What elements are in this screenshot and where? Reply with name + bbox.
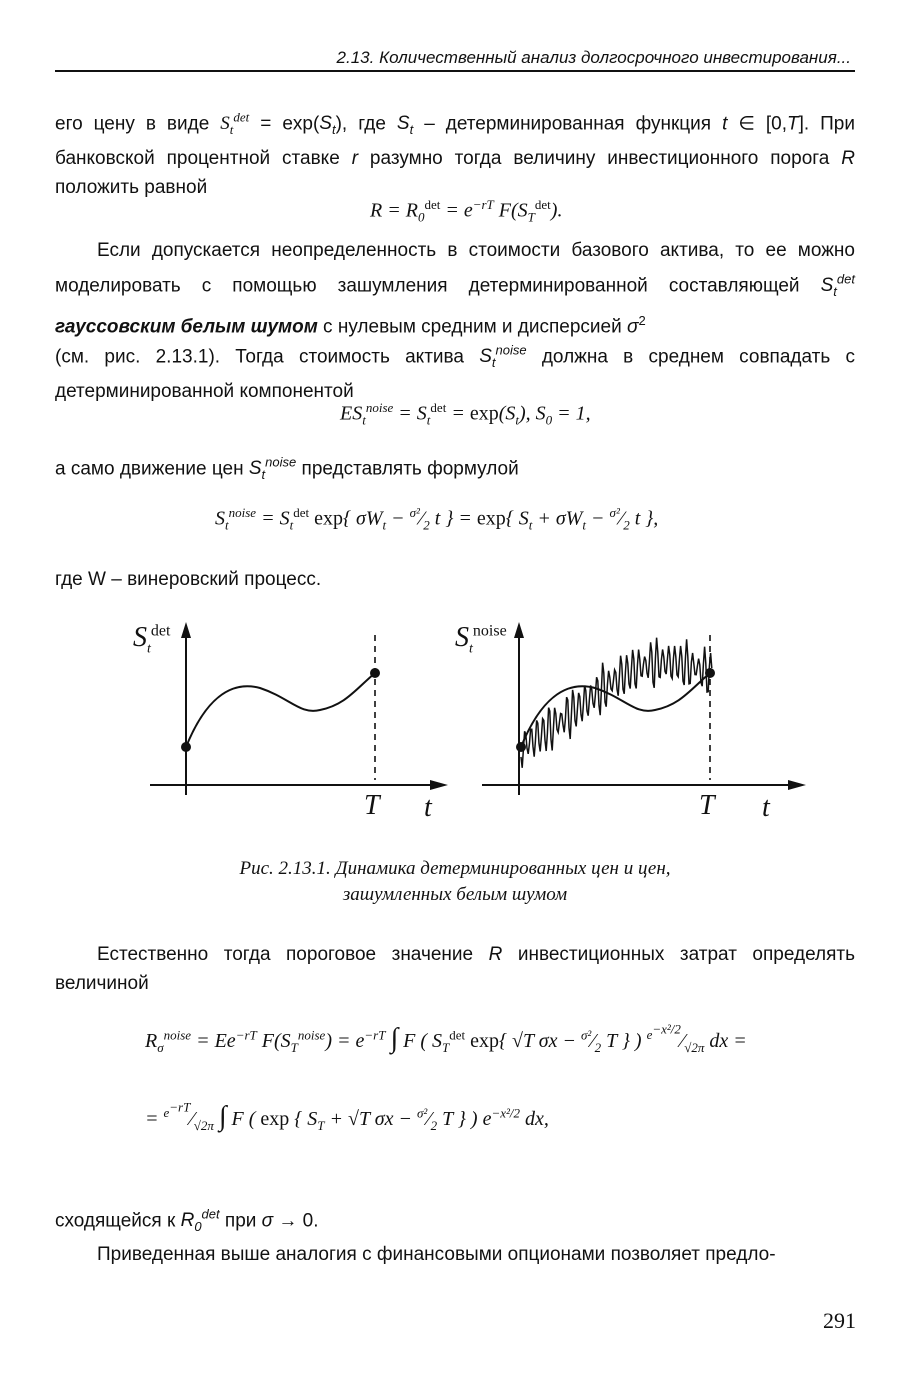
running-header (55, 40, 855, 72)
equation-2: $ES_t^{noise} = S_t^{det} = \exp(S_t)$, $S_0 = 1$, (340, 400, 591, 428)
paragraph-3: (см. рис. 2.13.1). Тогда стоимость актива $S_t^{noise}$ должна в среднем совпадать с детерминированной компонентой (55, 343, 855, 403)
left-T-label: T (364, 790, 380, 821)
left-plot (150, 622, 448, 795)
equation-3: $S_t^{noise} = S_t^{det}$ exp{ $\sigma W_t$ − $^{\sigma^2}⁄_2$ t } = exp{ $S_t + \sigma W_t$ − $^{\sigma^2}⁄_2$ t }, (215, 505, 659, 533)
paragraph-6: Естественно тогда пороговое значение R инвестиционных затрат определять величиной (55, 944, 855, 994)
det-curve (186, 673, 375, 747)
left-start-point (181, 742, 191, 752)
paragraph-4: а само движение цен $S_t^{noise}$ представлять формулой (55, 455, 519, 483)
paragraph-7: сходящейся к $R_0^{det}$ при σ → 0. (55, 1207, 319, 1235)
right-plot (482, 622, 806, 795)
left-x-arrow (430, 780, 448, 790)
equation-1: $R = R_0^{det} = e^{-rT}$ $F(S_T^{det})$. (370, 197, 563, 225)
paragraph-8: Приведенная выше аналогия с финансовыми опционами позволяет предло- (97, 1244, 776, 1265)
running-title: 2.13. Количественный анализ долгосрочного инвестирования... (336, 48, 851, 67)
page-number: 291 (823, 1308, 856, 1333)
right-T-label: T (699, 790, 715, 821)
right-end-point (705, 668, 715, 678)
left-t-label: t (424, 792, 432, 823)
equation-4: $R_\sigma^{noise} = Ee^{-rT}$ $F(S_T^{noise}) = e^{-rT}$ ∫ F ( $S_T^{det}$ exp{ √T $\sigma x - ^{\sigma^2}⁄_2$ T } ) $^{e^{-x^2/2}}⁄_{√2\pi}$ dx = (145, 1022, 747, 1055)
right-x-arrow (788, 780, 806, 790)
caption-line-1: Рис. 2.13.1. Динамика детерминированных цен и цен, (239, 858, 671, 879)
equation-5: = $^{e^{-rT}}⁄_{√2\pi}$ ∫ F ( exp { $S_T + √T$ $\sigma x - ^{\sigma^2}⁄_2$ T } ) $e^{-x^2/2}$ dx, (145, 1100, 549, 1133)
right-t-label: t (762, 792, 770, 823)
paragraph-2: Если допускается неопределенность в стоимости базового актива, то ее можно моделировать с помощью зашумления детерминированной составляющей $S_t^{det}$ гауссовским белым шумом с нулевым средним и дисперсией $\sigma^2$ (55, 240, 855, 338)
left-y-arrow (181, 622, 191, 638)
figure-caption (55, 856, 855, 908)
noise-curve (521, 638, 712, 768)
right-y-arrow (514, 622, 524, 638)
paragraph-1: его цену в виде $S_t^{det} = \exp(S_t)$, где $S_t$ – детерминированная функция t ∈ [0,T]. При банковской процентной ставке r разумно тогда величину инвестиционного порога R положить равной (55, 110, 855, 199)
left-end-point (370, 668, 380, 678)
left-axis-label: $S_t^{det}$ (133, 622, 171, 657)
right-axis-label: $S_t^{noise}$ (455, 622, 507, 657)
paragraph-5: где W – винеровский процесс. (55, 569, 322, 590)
caption-line-2: зашумленных белым шумом (342, 884, 568, 905)
right-start-point (516, 742, 526, 752)
